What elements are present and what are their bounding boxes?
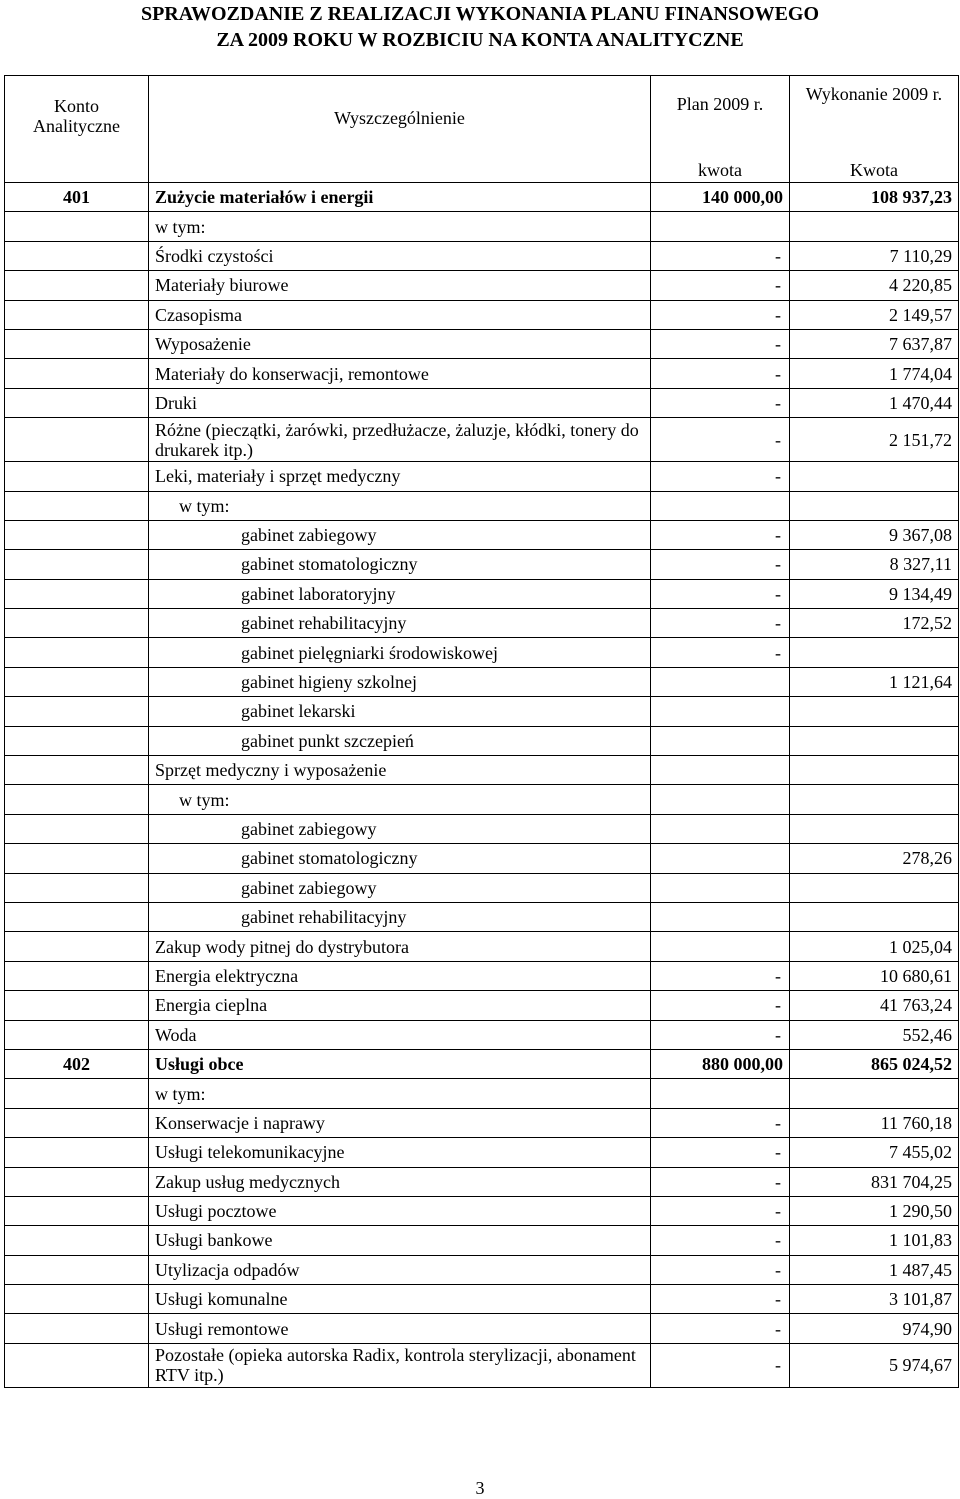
cell-wykonanie: 1 774,04 — [790, 359, 959, 388]
cell-wykonanie: 172,52 — [790, 609, 959, 638]
cell-wykonanie: 41 763,24 — [790, 991, 959, 1020]
cell-description: w tym: — [149, 785, 651, 814]
header-plan — [651, 76, 790, 158]
cell-description: gabinet stomatologiczny — [149, 844, 651, 873]
table-row — [5, 491, 959, 520]
cell-konto — [5, 844, 149, 873]
cell-description: Materiały biurowe — [149, 271, 651, 300]
cell-konto — [5, 359, 149, 388]
cell-wykonanie: 1 290,50 — [790, 1196, 959, 1225]
cell-plan: - — [651, 329, 790, 358]
cell-plan: 880 000,00 — [651, 1049, 790, 1078]
cell-plan: - — [651, 388, 790, 417]
header-plan-label: Plan 2009 r. — [676, 94, 764, 114]
table-row — [5, 1343, 959, 1387]
cell-description: Energia elektryczna — [149, 961, 651, 990]
cell-wykonanie: 7 110,29 — [790, 241, 959, 270]
cell-wykonanie: 10 680,61 — [790, 961, 959, 990]
cell-wykonanie — [790, 697, 959, 726]
cell-plan — [651, 785, 790, 814]
cell-konto — [5, 212, 149, 241]
cell-konto — [5, 873, 149, 902]
cell-description: w tym: — [149, 212, 651, 241]
cell-konto: 401 — [5, 183, 149, 212]
cell-wykonanie: 7 455,02 — [790, 1138, 959, 1167]
cell-wykonanie: 108 937,23 — [790, 183, 959, 212]
cell-plan: - — [651, 1285, 790, 1314]
cell-konto — [5, 1167, 149, 1196]
cell-wykonanie: 5 974,67 — [790, 1343, 959, 1387]
table-row — [5, 902, 959, 931]
cell-konto — [5, 1255, 149, 1284]
cell-konto — [5, 609, 149, 638]
cell-konto — [5, 902, 149, 931]
cell-konto — [5, 418, 149, 462]
cell-description: gabinet laboratoryjny — [149, 579, 651, 608]
cell-wykonanie — [790, 212, 959, 241]
cell-plan: - — [651, 1196, 790, 1225]
table-row — [5, 1314, 959, 1343]
header-kwota-wykonanie: Kwota — [790, 158, 959, 183]
cell-konto — [5, 579, 149, 608]
table-row — [5, 667, 959, 696]
cell-plan — [651, 667, 790, 696]
cell-plan: - — [651, 961, 790, 990]
cell-plan: - — [651, 1138, 790, 1167]
cell-wykonanie — [790, 873, 959, 902]
cell-konto — [5, 300, 149, 329]
cell-wykonanie — [790, 491, 959, 520]
cell-wykonanie: 2 149,57 — [790, 300, 959, 329]
cell-plan: - — [651, 991, 790, 1020]
cell-plan — [651, 844, 790, 873]
cell-plan: - — [651, 579, 790, 608]
header-wykonanie: Wykonanie 2009 r. — [790, 76, 959, 158]
cell-description: Usługi remontowe — [149, 1314, 651, 1343]
cell-plan: - — [651, 520, 790, 549]
cell-description: w tym: — [149, 491, 651, 520]
cell-konto — [5, 388, 149, 417]
cell-konto — [5, 1226, 149, 1255]
table-row — [5, 1226, 959, 1255]
cell-wykonanie: 9 134,49 — [790, 579, 959, 608]
table-row — [5, 1255, 959, 1284]
cell-konto — [5, 520, 149, 549]
cell-plan — [651, 902, 790, 931]
cell-wykonanie: 974,90 — [790, 1314, 959, 1343]
cell-konto — [5, 932, 149, 961]
cell-konto — [5, 726, 149, 755]
table-row — [5, 183, 959, 212]
table-row — [5, 844, 959, 873]
page-number: 3 — [475, 1478, 485, 1498]
table-row — [5, 1167, 959, 1196]
cell-description: Usługi komunalne — [149, 1285, 651, 1314]
cell-plan — [651, 491, 790, 520]
cell-wykonanie: 2 151,72 — [790, 418, 959, 462]
table-row — [5, 638, 959, 667]
cell-wykonanie: 7 637,87 — [790, 329, 959, 358]
cell-wykonanie: 9 367,08 — [790, 520, 959, 549]
table-row — [5, 359, 959, 388]
table-row — [5, 873, 959, 902]
table-row — [5, 1196, 959, 1225]
cell-wykonanie: 1 025,04 — [790, 932, 959, 961]
table-row — [5, 300, 959, 329]
cell-plan: - — [651, 271, 790, 300]
cell-wykonanie: 865 024,52 — [790, 1049, 959, 1078]
cell-plan: - — [651, 638, 790, 667]
table-row — [5, 271, 959, 300]
cell-plan — [651, 212, 790, 241]
cell-plan — [651, 932, 790, 961]
table-row — [5, 520, 959, 549]
cell-konto — [5, 1196, 149, 1225]
table-row — [5, 329, 959, 358]
table-row — [5, 1020, 959, 1049]
cell-plan — [651, 726, 790, 755]
table-row — [5, 579, 959, 608]
cell-description: Usługi obce — [149, 1049, 651, 1078]
cell-konto — [5, 697, 149, 726]
table-row — [5, 418, 959, 462]
cell-konto — [5, 638, 149, 667]
cell-wykonanie — [790, 726, 959, 755]
cell-wykonanie: 4 220,85 — [790, 271, 959, 300]
cell-description: Energia cieplna — [149, 991, 651, 1020]
cell-plan: - — [651, 300, 790, 329]
cell-plan: - — [651, 609, 790, 638]
cell-plan: - — [651, 1108, 790, 1137]
cell-wykonanie — [790, 1079, 959, 1108]
cell-konto — [5, 814, 149, 843]
cell-description: Pozostałe (opieka autorska Radix, kontrola sterylizacji, abonament RTV itp.) — [149, 1343, 651, 1387]
cell-plan — [651, 814, 790, 843]
cell-konto — [5, 756, 149, 785]
cell-description: Różne (pieczątki, żarówki, przedłużacze, żaluzje, kłódki, tonery do drukarek itp.) — [149, 418, 651, 462]
cell-description: gabinet lekarski — [149, 697, 651, 726]
document-title-line1: SPRAWOZDANIE Z REALIZACJI WYKONANIA PLANU FINANSOWEGO — [140, 3, 820, 25]
cell-wykonanie: 1 101,83 — [790, 1226, 959, 1255]
table-row — [5, 961, 959, 990]
table-row — [5, 212, 959, 241]
table-row — [5, 388, 959, 417]
cell-description: Konserwacje i naprawy — [149, 1108, 651, 1137]
cell-wykonanie — [790, 814, 959, 843]
cell-plan: - — [651, 1020, 790, 1049]
cell-wykonanie — [790, 756, 959, 785]
document-title-line2: ZA 2009 ROKU W ROZBICIU NA KONTA ANALITYCZNE — [216, 29, 744, 51]
cell-description: gabinet punkt szczepień — [149, 726, 651, 755]
cell-konto — [5, 550, 149, 579]
cell-konto — [5, 1343, 149, 1387]
cell-description: Usługi telekomunikacyjne — [149, 1138, 651, 1167]
cell-description: gabinet zabiegowy — [149, 814, 651, 843]
cell-plan: - — [651, 1167, 790, 1196]
table-row — [5, 726, 959, 755]
table-row — [5, 785, 959, 814]
table-row — [5, 1108, 959, 1137]
cell-plan — [651, 1079, 790, 1108]
cell-konto — [5, 491, 149, 520]
cell-description: gabinet stomatologiczny — [149, 550, 651, 579]
cell-konto — [5, 241, 149, 270]
cell-konto — [5, 667, 149, 696]
cell-plan: - — [651, 1343, 790, 1387]
cell-wykonanie: 1 470,44 — [790, 388, 959, 417]
table-row — [5, 1138, 959, 1167]
cell-description: w tym: — [149, 1079, 651, 1108]
table-row — [5, 550, 959, 579]
cell-description: Druki — [149, 388, 651, 417]
table-row — [5, 1079, 959, 1108]
cell-plan: - — [651, 1226, 790, 1255]
cell-wykonanie — [790, 785, 959, 814]
cell-konto — [5, 1314, 149, 1343]
cell-wykonanie: 11 760,18 — [790, 1108, 959, 1137]
cell-description: Utylizacja odpadów — [149, 1255, 651, 1284]
cell-description: gabinet zabiegowy — [149, 520, 651, 549]
cell-wykonanie: 3 101,87 — [790, 1285, 959, 1314]
cell-plan: - — [651, 359, 790, 388]
cell-wykonanie — [790, 638, 959, 667]
cell-description: gabinet rehabilitacyjny — [149, 609, 651, 638]
cell-wykonanie: 8 327,11 — [790, 550, 959, 579]
table-row — [5, 814, 959, 843]
cell-plan: - — [651, 241, 790, 270]
cell-description: Usługi bankowe — [149, 1226, 651, 1255]
cell-description: Zakup wody pitnej do dystrybutora — [149, 932, 651, 961]
cell-description: Sprzęt medyczny i wyposażenie — [149, 756, 651, 785]
cell-konto — [5, 462, 149, 491]
cell-plan — [651, 697, 790, 726]
cell-description: Zużycie materiałów i energii — [149, 183, 651, 212]
cell-konto — [5, 961, 149, 990]
financial-report-table — [4, 75, 959, 1388]
cell-wykonanie — [790, 462, 959, 491]
cell-plan: - — [651, 1255, 790, 1284]
cell-konto — [5, 991, 149, 1020]
cell-konto — [5, 271, 149, 300]
cell-konto — [5, 1020, 149, 1049]
cell-wykonanie: 1 487,45 — [790, 1255, 959, 1284]
cell-plan: - — [651, 1314, 790, 1343]
table-row — [5, 609, 959, 638]
cell-konto — [5, 785, 149, 814]
cell-wykonanie: 1 121,64 — [790, 667, 959, 696]
cell-konto — [5, 1079, 149, 1108]
cell-plan: - — [651, 418, 790, 462]
cell-description: Czasopisma — [149, 300, 651, 329]
table-row — [5, 462, 959, 491]
cell-description: Zakup usług medycznych — [149, 1167, 651, 1196]
table-row — [5, 756, 959, 785]
cell-wykonanie: 552,46 — [790, 1020, 959, 1049]
cell-description: gabinet higieny szkolnej — [149, 667, 651, 696]
cell-description: gabinet rehabilitacyjny — [149, 902, 651, 931]
table-row — [5, 697, 959, 726]
cell-description: Materiały do konserwacji, remontowe — [149, 359, 651, 388]
cell-konto — [5, 1285, 149, 1314]
cell-wykonanie: 278,26 — [790, 844, 959, 873]
cell-konto — [5, 1108, 149, 1137]
table-row — [5, 991, 959, 1020]
cell-wykonanie — [790, 902, 959, 931]
cell-description: Woda — [149, 1020, 651, 1049]
table-header-row — [5, 76, 959, 158]
cell-konto: 402 — [5, 1049, 149, 1078]
table-row — [5, 1285, 959, 1314]
cell-description: gabinet pielęgniarki środowiskowej — [149, 638, 651, 667]
cell-plan: 140 000,00 — [651, 183, 790, 212]
header-wyszczegolnienie: Wyszczególnienie — [149, 76, 651, 183]
header-kwota-plan: kwota — [651, 158, 790, 183]
header-konto: Konto Analityczne — [5, 76, 149, 183]
cell-description: gabinet zabiegowy — [149, 873, 651, 902]
cell-description: Usługi pocztowe — [149, 1196, 651, 1225]
table-row — [5, 241, 959, 270]
cell-plan — [651, 756, 790, 785]
cell-plan — [651, 873, 790, 902]
cell-konto — [5, 329, 149, 358]
cell-wykonanie: 831 704,25 — [790, 1167, 959, 1196]
cell-description: Wyposażenie — [149, 329, 651, 358]
cell-plan: - — [651, 550, 790, 579]
table-row — [5, 1049, 959, 1078]
table-row — [5, 932, 959, 961]
cell-konto — [5, 1138, 149, 1167]
cell-description: Leki, materiały i sprzęt medyczny — [149, 462, 651, 491]
cell-plan: - — [651, 462, 790, 491]
cell-description: Środki czystości — [149, 241, 651, 270]
